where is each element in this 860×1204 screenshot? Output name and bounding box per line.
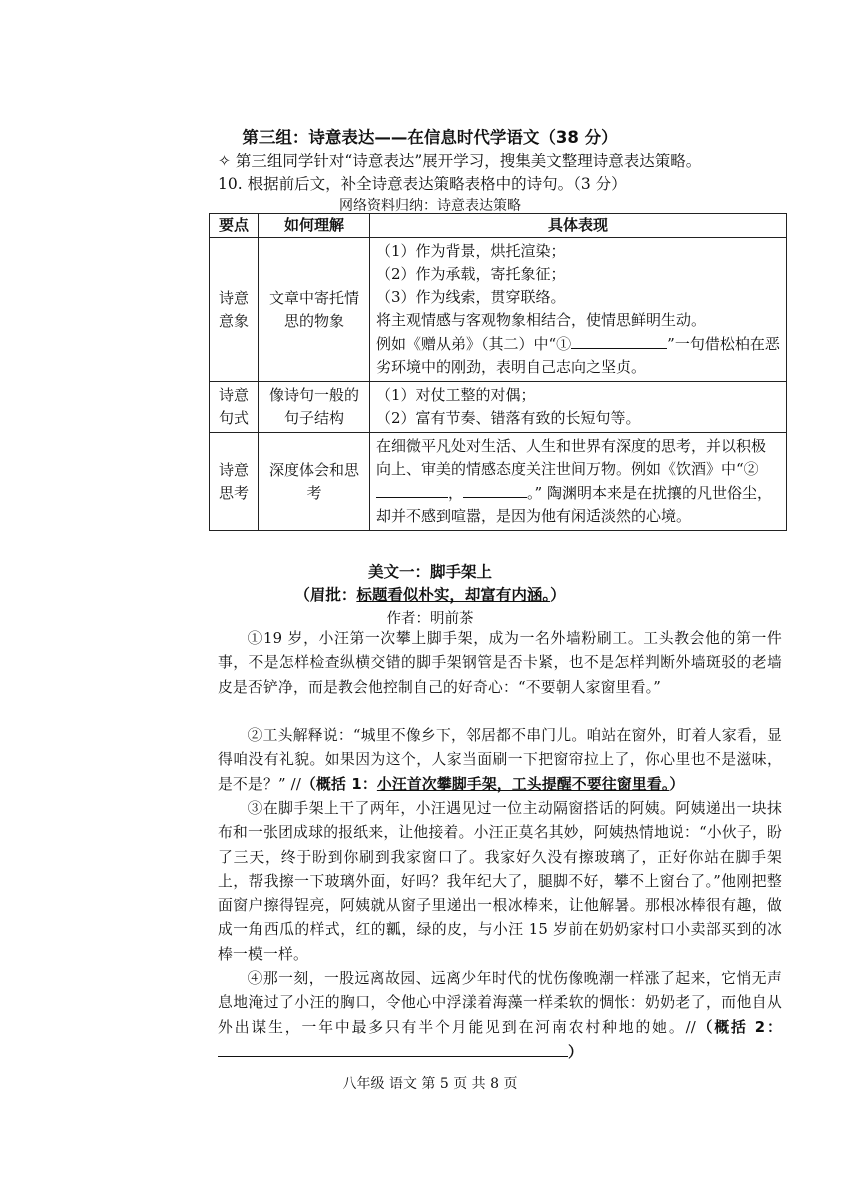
expression-line: （1）作为背景，烘托渲染； bbox=[376, 242, 566, 260]
summary-2: （概括 2：） bbox=[218, 1019, 782, 1061]
section-intro: ✧ 第三组同学针对“诗意表达”展开学习，搜集美文整理诗意表达策略。 bbox=[218, 152, 702, 170]
expression-line: （1）对仗工整的对偶； bbox=[376, 386, 536, 404]
understanding-cell: 文章中寄托情思的物象 bbox=[259, 238, 370, 382]
table-row-sentence bbox=[210, 382, 787, 433]
understanding-cell: 像诗句一般的句子结构 bbox=[259, 382, 370, 433]
paragraph-2: ②工头解释说：“城里不像乡下，邻居都不串门儿。咱站在窗外，盯着人家看，显得咱没有礼貌。如果因为这个，人家当面刷一下把窗帘拉上了，你心里也不是滋味，是不是？” //（概括 1：小汪首次攀脚手架，工头提醒不要往窗里看。） bbox=[218, 727, 782, 793]
summary-1: （概括 1：小汪首次攀脚手架，工头提醒不要往窗里看。） bbox=[301, 775, 685, 793]
expression-line: （2）作为承载，寄托象征； bbox=[376, 265, 566, 283]
header-point: 要点 bbox=[210, 214, 259, 238]
paragraph-3: ③在脚手架上干了两年，小汪遇见过一位主动隔窗搭话的阿姨。阿姨递出一块抹布和一张团成球的报纸来，让他接着。小汪正莫名其妙，阿姨热情地说：“小伙子，盼了三天，终于盼到你刷到我家窗口了。我家好久没有擦玻璃了，正好你站在脚手架上，帮我擦一下玻璃外面，好吗？我年纪大了，腿脚不好，攀不上窗台了。”他刚把整面窗户擦得锃亮，阿姨就从窗子里递出一根冰棒来，让他解暑。那根冰棒很有趣，做成一角西瓜的样式，红的瓤，绿的皮，与小汪 15 岁前在奶奶家村口小卖部买到的冰棒一模一样。 bbox=[218, 800, 782, 963]
expression-line: （3）作为线索，贯穿联络。 bbox=[376, 288, 566, 306]
point-cell: 诗意句式 bbox=[210, 382, 259, 433]
point-cell: 诗意意象 bbox=[210, 238, 259, 382]
article-title: 美文一：脚手架上 bbox=[367, 563, 492, 581]
table-row-imagery bbox=[210, 238, 787, 382]
section-title: 第三组：诗意表达——在信息时代学语文（38 分） bbox=[242, 128, 618, 147]
expression-cell: 在细微平凡处对生活、人生和世界有深度的思考，并以积极向上、审美的情感态度关注世间万物。例如《饮酒》中“②， 。” 陶渊明本来是在扰攘的凡世俗尘，却并不感到喧嚣，是因为他有闲适淡然的心境。 bbox=[370, 433, 787, 531]
answer-blank-2a[interactable] bbox=[376, 481, 448, 498]
answer-blank-2b[interactable] bbox=[463, 481, 527, 498]
paragraph-1: ①19 岁，小汪第一次攀上脚手架，成为一名外墙粉刷工。工头教会他的第一件事，不是怎样检查纵横交错的脚手架钢管是否卡紧，也不是怎样判断外墙斑驳的老墙皮是否铲净，而是教会他控制自己的好奇心：“不要朝人家窗里看。” bbox=[218, 630, 782, 696]
expression-line: 将主观情感与客观物象相结合，使情思鲜明生动。 bbox=[376, 311, 707, 329]
answer-blank-1[interactable] bbox=[571, 332, 667, 349]
page-footer: 八年级 语文 第 5 页 共 8 页 bbox=[342, 1076, 518, 1092]
question-10: 10. 根据前后文，补全诗意表达策略表格中的诗句。（3 分） bbox=[218, 175, 627, 193]
article-author: 作者：明前茶 bbox=[386, 611, 474, 627]
margin-note: （眉批：标题看似朴实，却富有内涵。） bbox=[294, 586, 566, 604]
header-understanding: 如何理解 bbox=[259, 214, 370, 238]
expression-line: （2）富有节奏、错落有致的长短句等。 bbox=[376, 409, 641, 427]
header-expression: 具体表现 bbox=[370, 214, 787, 238]
point-cell: 诗意思考 bbox=[210, 433, 259, 531]
expression-cell bbox=[370, 382, 787, 433]
summary-2-answer-line[interactable] bbox=[218, 1040, 568, 1057]
understanding-cell: 深度体会和思考 bbox=[259, 433, 370, 531]
table-header-row bbox=[210, 214, 787, 238]
paragraph-4: ④那一刻，一股远离故园、远离少年时代的忧伤像晚潮一样涨了起来，它悄无声息地淹过了小汪的胸口，令他心中浮漾着海藻一样柔软的惆怅：奶奶老了，而他自从外出谋生，一年中最多只有半个月能见到在河南农村种地的她。//（概括 2：） bbox=[218, 970, 782, 1061]
table-caption: 网络资料归纳：诗意表达策略 bbox=[339, 198, 521, 214]
strategy-table bbox=[209, 213, 787, 531]
expression-cell bbox=[370, 238, 787, 382]
table-row-thinking bbox=[210, 433, 787, 531]
expression-example: 例如《赠从弟》（其二）中“① ”一句借松柏在恶劣环境中的刚劲，表明自己志向之坚贞。 bbox=[376, 332, 780, 379]
